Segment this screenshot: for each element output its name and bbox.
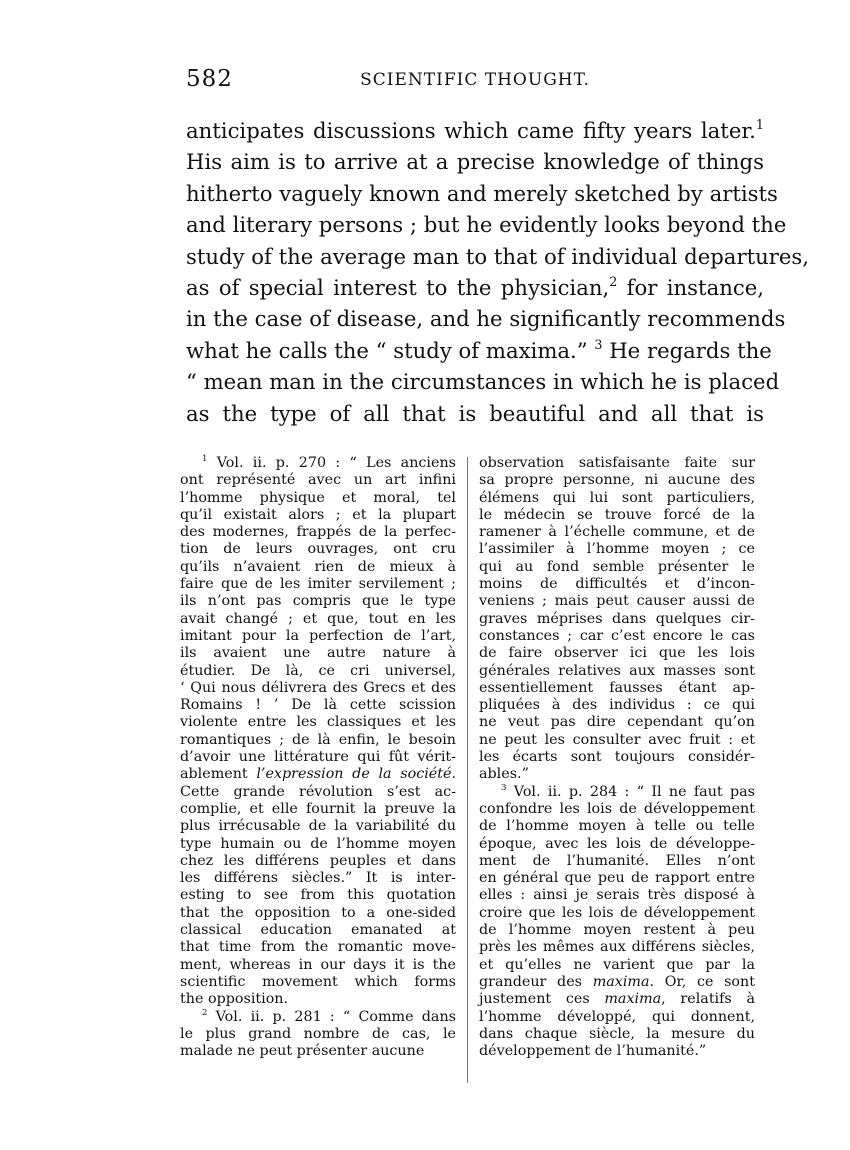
footnote-line: étudier. De là, ce cri universel, — [180, 662, 456, 679]
footnote-line: et qu’elles ne varient que par la — [479, 956, 755, 973]
running-head: SCIENTIFIC THOUGHT. — [360, 70, 590, 90]
body-line: His aim is to arrive at a precise knowledge of things — [186, 149, 764, 175]
footnote-line: moins de difficultés et d’incon- — [479, 576, 755, 593]
footnote-line: ont représenté avec un art infini — [180, 472, 456, 489]
body-text — [186, 115, 810, 429]
footnote-line: de faire observer ici que les lois — [479, 645, 755, 662]
footnote-line: violente entre les classiques et les — [180, 714, 456, 731]
footnote-line: $^2$ Vol. ii. p. 281 : “ Comme dans — [202, 1007, 456, 1025]
footnote-line: ramener à l’échelle commune, et de — [479, 524, 755, 541]
footnote-line: ne veut pas dire cependant qu’on — [479, 714, 755, 731]
footnote-line: ‘ Qui nous délivrera des Grecs et des — [180, 679, 456, 696]
body-line: and literary persons ; but he evidently looks beyond the — [186, 212, 787, 238]
footnote-line: pliquées à des individus : ce qui — [479, 697, 755, 714]
footnote-line: that the opposition to a one-sided — [180, 904, 456, 921]
footnote-line: complie, et elle fournit la preuve la — [180, 800, 456, 817]
footnote-line: the opposition. — [180, 991, 289, 1008]
footnote-line: les écarts sont toujours considér- — [479, 749, 755, 766]
footnote-line: romantiques ; de là enfin, le besoin — [180, 731, 456, 748]
footnote-line: ils avaient une autre nature à — [180, 645, 456, 662]
footnote-line: époque, avec les lois de développe- — [479, 835, 755, 852]
footnote-line: ils n’ont pas compris que le type — [180, 593, 456, 610]
footnote-line: $^3$ Vol. ii. p. 284 : “ Il ne faut pas — [501, 782, 755, 800]
footnote-line: ne peut les consulter avec fruit : et — [479, 731, 755, 748]
footnote-line: de l’homme moyen restent à peu — [479, 922, 755, 939]
body-line: as of special interest to the physician,$^2$ for instance, — [186, 274, 764, 300]
footnote-line: graves méprises dans quelques cir- — [479, 610, 755, 627]
footnote-line: Romains ! ’ De là cette scission — [180, 697, 456, 714]
footnote-line: élémens qui lui sont particuliers, — [479, 489, 755, 506]
footnote-line: générales relatives aux masses sont — [479, 662, 755, 679]
footnote-line: essentiellement fausses étant ap- — [479, 679, 755, 696]
footnote-line: $^1$ Vol. ii. p. 270 : “ Les anciens — [202, 454, 456, 471]
footnote-line: justement ces maxima, relatifs à — [479, 991, 755, 1008]
footnote-line: sa propre personne, ni aucune des — [479, 472, 755, 489]
footnote-line: ment de l’humanité. Elles n’ont — [479, 852, 755, 869]
footnote-line: confondre les lois de développement — [479, 800, 755, 817]
footnote-line: tion de leurs ouvrages, ont cru — [180, 541, 456, 558]
footnote-line: développement de l’humanité.” — [479, 1043, 707, 1060]
footnote-line: l’assimiler à l’homme moyen ; ce — [479, 541, 755, 558]
footnote-line: qu’il existait alors ; et la plupart — [180, 506, 456, 523]
footnote-line: qu’ils n’avaient rien de mieux à — [180, 558, 456, 575]
body-line: “ mean man in the circumstances in which he is placed — [186, 369, 780, 395]
footnote-line: grandeur des maxima. Or, ce sont — [479, 973, 755, 990]
footnote-line: le médecin se trouve forcé de la — [479, 506, 755, 523]
footnote-line: that time from the romantic move- — [180, 939, 456, 956]
footnote-line: les différens siècles.” It is inter- — [180, 870, 456, 887]
footnote-line: de l’homme moyen à telle ou telle — [479, 818, 755, 835]
footnote-line: chez les différens peuples et dans — [180, 852, 456, 869]
body-line: what he calls the “ study of maxima.” $^3$ He regards the — [186, 336, 772, 363]
footnote-line: avait changé ; et que, tout en les — [180, 610, 456, 627]
footnote-line: en général que peu de rapport entre — [479, 870, 755, 887]
footnote-line: imitant pour la perfection de l’art, — [180, 627, 456, 644]
column-divider — [467, 457, 468, 1083]
footnote-line: près les mêmes aux différens siècles, — [479, 939, 755, 956]
body-line: anticipates discussions which came fifty years later.$^1$ — [186, 117, 764, 143]
footnote-line: ablement l’expression de la société. — [180, 766, 456, 783]
footnote-line: veniens ; mais peut causer aussi de — [479, 593, 755, 610]
footnote-line: faire que de les imiter servilement ; — [180, 576, 456, 593]
body-line: study of the average man to that of individual departures, — [186, 243, 810, 269]
footnote-line: type humain ou de l’homme moyen — [180, 835, 456, 852]
body-line: in the case of disease, and he significantly recommends — [186, 306, 786, 332]
footnote-line: l’homme développé, qui donnent, — [479, 1008, 755, 1025]
page-number: 582 — [186, 66, 233, 92]
footnote-line: l’homme physique et moral, tel — [180, 489, 456, 506]
footnote-line: ment, whereas in our days it is the — [180, 956, 456, 973]
footnote-line: le plus grand nombre de cas, le — [180, 1025, 456, 1042]
page-header — [186, 66, 764, 96]
footnotes-right-column — [479, 455, 755, 1060]
footnotes-left-column — [180, 455, 456, 1060]
body-line: as the type of all that is beautiful and all that is — [186, 400, 764, 426]
footnote-line: des modernes, frappés de la perfec- — [180, 524, 456, 541]
footnote-line: d’avoir une littérature qui fût vérit- — [180, 749, 456, 766]
footnote-line: malade ne peut présenter aucune — [180, 1043, 425, 1060]
footnote-line: qui au fond semble présenter le — [479, 558, 755, 575]
footnote-line: esting to see from this quotation — [180, 887, 456, 904]
footnote-line: plus irrécusable de la variabilité du — [180, 818, 456, 835]
footnote-line: constances ; car c’est encore le cas — [479, 627, 755, 644]
footnote-line: elles : ainsi je serais très disposé à — [479, 887, 755, 904]
footnote-line: scientific movement which forms — [180, 973, 456, 990]
footnote-line: ables.” — [479, 766, 529, 783]
footnote-line: croire que les lois de développement — [479, 904, 755, 921]
footnote-line: classical education emanated at — [180, 922, 456, 939]
footnote-line: dans chaque siècle, la mesure du — [479, 1025, 755, 1042]
body-line: hitherto vaguely known and merely sketched by artists — [186, 180, 778, 206]
footnote-line: Cette grande révolution s’est ac- — [180, 783, 456, 800]
footnote-line: observation satisfaisante faite sur — [479, 455, 755, 471]
